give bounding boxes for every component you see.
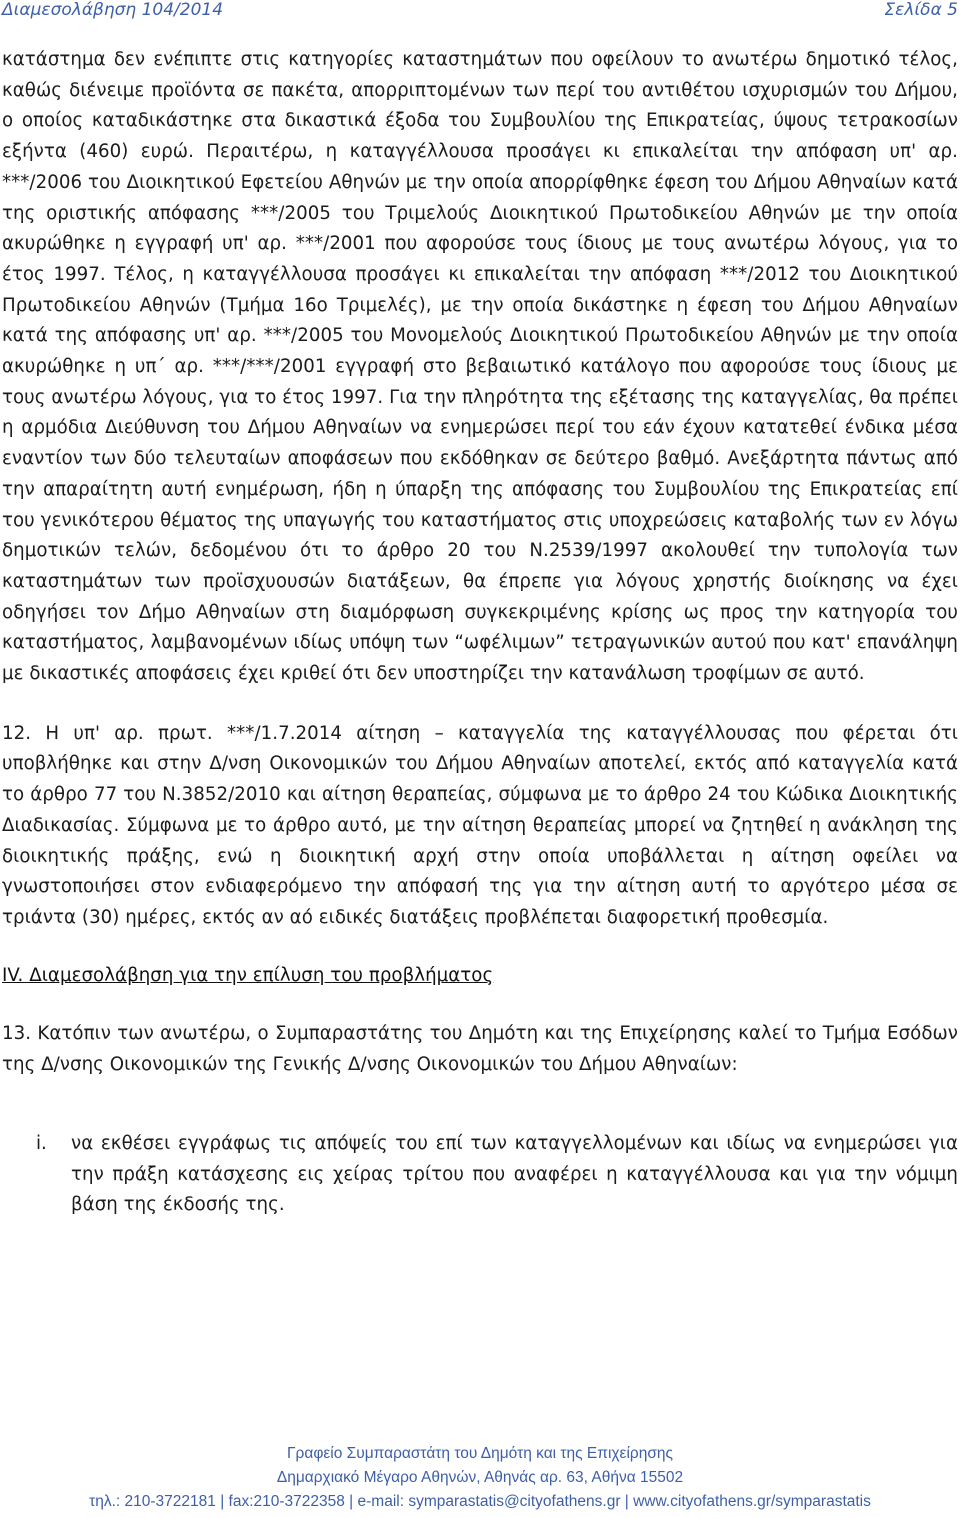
page-footer [0,1442,960,1514]
footer-address: Δημαρχιακό Μέγαρο Αθηνών, Αθηνάς αρ. 63, Αθήνα 15502 [276,1469,684,1486]
page-number: Σελίδα 5 [884,0,958,20]
paragraph-continuation: κατάστημα δεν ενέπιπτε στις κατηγορίες καταστημάτων που οφείλουν το ανωτέρω δημοτικό τέλος, καθώς διένειμε προϊόντα σε πακέτα, απορριπτομένων των περί του αντιθέτου ισχυρισμών του Δήμου, ο οποίος καταδικάστηκε στα δικαστικά έξοδα του Συμβουλίου της Επικρατείας, ύψους τετρακοσίων εξήντα (460) ευρώ. Περαιτέρω, η καταγγέλλουσα προσάγει κι επικαλείται την απόφαση υπ' αρ. ***/2006 του Διοικητικού Εφετείου Αθηνών με την οποία απορρίφθηκε έφεση του Δήμου Αθηναίων κατά της οριστικής απόφασης ***/2005 του Τριμελούς Διοικητικού Πρωτοδικείου Αθηνών με την οποία ακυρώθηκε η εγγραφή υπ' αρ. ***/2001 που αφορούσε τους ίδιους με τους ανωτέρω λόγους, για το έτος 1997. Τέλος, η καταγγέλλουσα προσάγει κι επικαλείται την απόφαση ***/2012 του Διοικητικού Πρωτοδικείου Αθηνών (Τμήμα 16ο Τριμελές), με την οποία δικάστηκε η έφεση του Δήμου Αθηναίων κατά της απόφασης υπ' αρ. ***/2005 του Μονομελούς Διοικητικού Πρωτοδικείου Αθηνών με την οποία ακυρώθηκε η υπ΄ αρ. ***/***/2001 εγγραφή στο βεβαιωτικό κατάλογο που αφορούσε τους ίδιους με τους ανωτέρω λόγους, για το έτος 1997. Για την πληρότητα της εξέτασης της καταγγελίας, θα πρέπει η αρμόδια Διεύθυνση του Δήμου Αθηναίων να ενημερώσει περί του εάν έχουν κατατεθεί ένδικα μέσα εναντίον των δύο τελευταίων αποφάσεων που εκδόθηκαν σε δεύτερο βαθμό. Ανεξάρτητα πάντως από την απαραίτητη αυτή ενημέρωση, ήδη η ύπαρξη της απόφασης του Συμβουλίου της Επικρατείας επί του γενικότερου θέματος της υπαγωγής του καταστήματος στις υποχρεώσεις καταβολής των εν λόγω δημοτικών τελών, δεδομένου ότι το άρθρο 20 του Ν.2539/1997 ακολουθεί την τυπολογία των καταστημάτων των προϊσχυουσών διατάξεων, θα έπρεπε για λόγους χρηστής διοίκησης να έχει οδηγήσει τον Δήμο Αθηναίων στη διαμόρφωση συγκεκριμένης κρίσης ως προς την κατηγορία του καταστήματος, λαμβανομένων ιδίως υπόψη των “ωφέλιμων” τετραγωνικών αυτού που κατ' επανάληψη με δικαστικές αποφάσεις έχει κριθεί ότι δεν υποστηρίζει την κατανάλωση τροφίμων σε αυτό. [2,49,958,685]
footer-contact: τηλ.: 210-3722181 | fax:210-3722358 | e-mail: symparastatis@cityofathens.gr | www.cityofathens.gr/symparastatis [89,1493,871,1510]
page-header [2,0,958,24]
list-marker: i. [36,1132,47,1154]
document-reference: Διαμεσολάβηση 104/2014 [2,0,224,20]
document-body [2,45,958,1221]
list-item [2,1129,958,1221]
section-heading: IV. Διαμεσολάβηση για την επίλυση του προβλήματος [2,964,494,986]
footer-office-name: Γραφείο Συμπαραστάτη του Δημότη και της Επιχείρησης [287,1445,673,1462]
paragraph-12: 12. Η υπ' αρ. πρωτ. ***/1.7.2014 αίτηση – καταγγελία της καταγγέλλουσας που φέρεται ότι υποβλήθηκε και στην Δ/νση Οικονομικών του Δήμου Αθηναίων αποτελεί, εκτός από καταγγελία κατά το άρθρο 77 του Ν.3852/2010 και αίτηση θεραπείας, σύμφωνα με το άρθρο 24 του Κώδικα Διοικητικής Διαδικασίας. Σύμφωνα με το άρθρο αυτό, με την αίτηση θεραπείας μπορεί να ζητηθεί η ανάκληση της διοικητικής πράξης, ενώ η διοικητική αρχή στην οποία υποβάλλεται η αίτηση οφείλει να γνωστοποιήσει στον ενδιαφερόμενο την απόφασή της για την αίτηση αυτή το αργότερο μέσα σε τριάντα (30) ημέρες, εκτός αν αό ειδικές διατάξεις προβλέπεται διαφορετική προθεσμία. [2,722,958,928]
paragraph-13: 13. Κατόπιν των ανωτέρω, ο Συμπαραστάτης του Δημότη και της Επιχείρησης καλεί το Τμήμα Εσόδων της Δ/νσης Οικονομικών της Γενικής Δ/νσης Οικονομικών του Δήμου Αθηναίων: [2,1023,958,1076]
list-item-text: να εκθέσει εγγράφως τις απόψείς του επί των καταγγελλομένων και ιδίως να ενημερώσει για την πράξη κατάσχεσης εις χείρας τρίτου που αναφέρει η καταγγέλλουσα και για την νόμιμη βάση της έκδοσής της. [71,1132,958,1216]
